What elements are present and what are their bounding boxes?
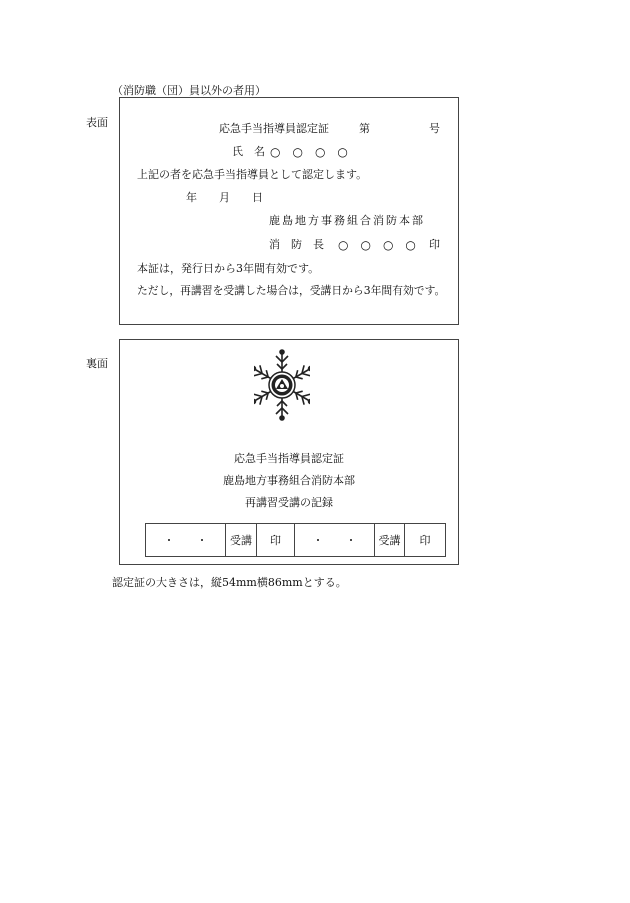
record-status: 受講: [375, 524, 405, 556]
front-organization: 鹿島地方事務組合消防本部: [269, 214, 425, 227]
retraining-record-table: [145, 523, 446, 557]
front-side-label: 表面: [86, 116, 108, 129]
back-organization: 鹿島地方事務組合消防本部: [223, 474, 355, 487]
record-title: 再講習受講の記録: [245, 496, 333, 509]
name-value: ○ ○ ○ ○: [270, 145, 348, 159]
header-note: （消防職（団）員以外の者用）: [112, 84, 266, 97]
number-dai: 第: [359, 122, 370, 135]
record-date: ・ ・: [146, 524, 226, 556]
seal-mark: 印: [429, 238, 440, 251]
record-seal: 印: [257, 524, 295, 556]
chief-name: ○ ○ ○ ○: [338, 238, 416, 252]
fire-department-emblem-icon: [254, 348, 310, 422]
chief-label: 消 防 長: [269, 238, 324, 251]
validity-text-1: 本証は，発行日から3年間有効です。: [137, 262, 320, 275]
name-label: 氏 名: [232, 145, 265, 158]
number-go: 号: [429, 122, 440, 135]
statement: 上記の者を応急手当指導員として認定します。: [137, 168, 368, 181]
validity-text-2: ただし，再講習を受講した場合は，受講日から3年間有効です。: [137, 284, 446, 297]
footer-note: 認定証の大きさは，縦54mm横86mmとする。: [112, 576, 347, 589]
record-seal: 印: [419, 534, 431, 547]
record-status: 受講: [226, 524, 257, 556]
date-line: 年 月 日: [186, 191, 263, 204]
certificate-title: 応急手当指導員認定証: [219, 122, 329, 135]
back-side-label: 裏面: [86, 357, 108, 370]
front-card: [119, 97, 459, 325]
back-title: 応急手当指導員認定証: [234, 452, 344, 465]
record-date: ・ ・: [295, 524, 375, 556]
